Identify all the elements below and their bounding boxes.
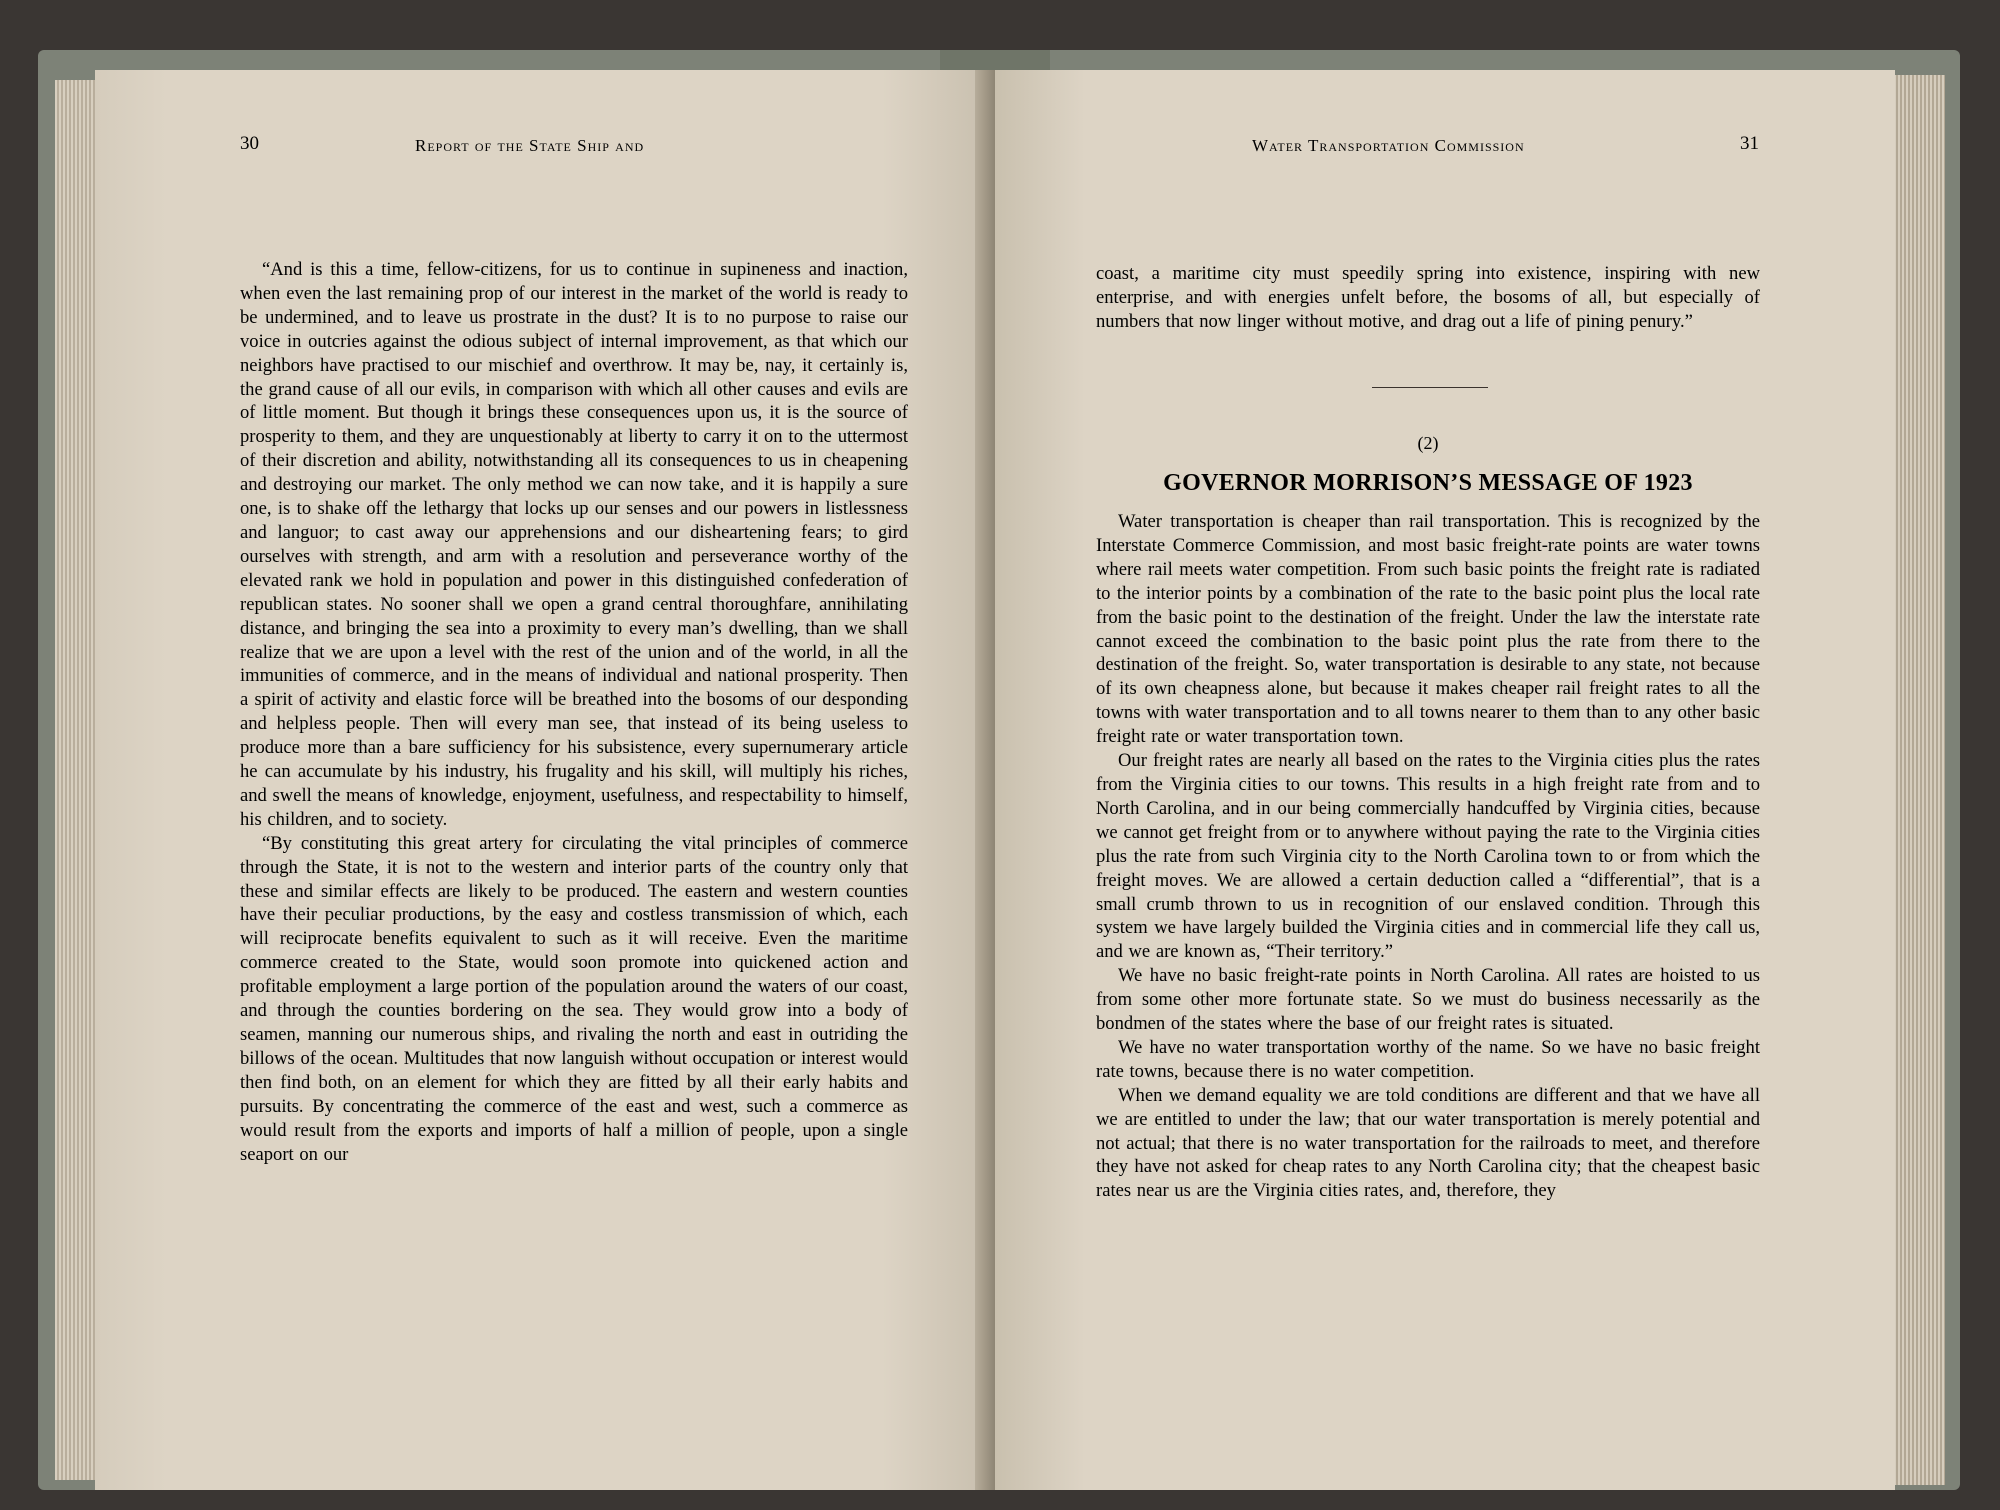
left-paragraph-1: “And is this a time, fellow-citizens, for us to continue in supineness and inaction, when even the last remaining prop of our interest in the market of the world is ready to be undermined, and to leave us prostrate in the dust? It is to no purpose to raise our voice in outcries against the odious subject of internal improvement, as that which our neighbors have practised to our mischief and overthrow. It may be, nay, it certainly is, the grand cause of all our evils, in comparison with which all other causes and evils are of little moment. But though it brings these consequences upon us, it is the source of prosperity to them, and they are unquestionably at liberty to carry it on to the uttermost of their discretion and ability, notwithstanding all its consequences to us in cheapening and destroying our market. The only method we can now take, and it is happily a sure one, is to shake off the lethargy that locks up our senses and our powers in listlessness and languor; to cast away our apprehensions and our disheartening fears; to gird ourselves with strength, and arm with a resolution and perseverance worthy of the elevated rank we hold in population and power in this distinguished confederation of republican states. No sooner shall we open a grand central thoroughfare, annihilating distance, and bringing the sea into a proximity to every man’s dwelling, than we shall realize that we are upon a level with the rest of the union and of the world, in all the immunities of commerce, and in the means of individual and national prosperity. Then a spirit of activity and elastic force will be breathed into the bosoms of our desponding and helpless people. Then will every man see, that instead of its being useless to produce more than a bare sufficiency for his subsistence, every supernumerary article he can accumulate by his industry, his frugality and his skill, will multiply his riches, and swell the means of knowledge, enjoyment, usefulness, and respectability to himself, his children, and to society.	[240, 259, 908, 830]
section-number: (2)	[1417, 433, 1439, 453]
right-paragraph-1: Water transportation is cheaper than rail transportation. This is recognized by the Interstate Commerce Commission, and most basic freight-rate points are water towns where rail meets water competition. From such basic points the freight rate is radiated to the interior points by a combination of the rate to the basic point plus the local rate from the basic point to the destination of the freight. Under the law the interstate rate cannot exceed the combination to the basic point plus the rate from there to the destination of the freight. So, water transportation is desirable to any state, not because of its own cheapness alone, but because it makes cheaper rail freight rates to all the towns with water transportation and to all towns nearer to them than to any other basic freight rate or water transportation town.	[1096, 511, 1760, 748]
right-page-body	[1096, 510, 1760, 1203]
left-page-body	[240, 258, 908, 1166]
right-paragraph-continued: coast, a maritime city must speedily spring into existence, inspiring with new enterprise, and with energies unfelt before, the bosoms of all, but especially of numbers that now linger without motive, and drag out a life of pining penury.”	[1096, 263, 1760, 332]
section-title: GOVERNOR MORRISON’S MESSAGE OF 1923	[1163, 470, 1693, 496]
right-paragraph-3: We have no basic freight-rate points in North Carolina. All rates are hoisted to us from some other more fortunate state. So we must do business necessarily as the bondmen of the states where the base of our freight rates is situated.	[1096, 965, 1760, 1035]
right-running-head: Water Transportation Commission	[1252, 136, 1525, 155]
left-page-number: 30	[240, 133, 259, 154]
page-edges-right	[1890, 75, 1945, 1485]
right-opening-paragraph	[1096, 262, 1760, 334]
section-divider	[1372, 387, 1488, 388]
right-page-number: 31	[1740, 133, 1759, 154]
right-paragraph-4: We have no water transportation worthy of the name. So we have no basic freight rate towns, because there is no water competition.	[1096, 1036, 1760, 1082]
right-paragraph-5: When we demand equality we are told conditions are different and that we have all we are entitled to under the law; that our water transportation is merely potential and not actual; that there is no water transportation for the railroads to meet, and therefore they have not asked for cheap rates to any North Carolina city; that the cheapest basic rates near us are the Virginia cities rates, and, therefore, they	[1096, 1084, 1760, 1202]
left-paragraph-2: “By constituting this great artery for circulating the vital principles of commerce through the State, it is not to the western and interior parts of the country only that these and similar effects are likely to be produced. The eastern and western counties have their peculiar productions, by the easy and costless transmission of which, each will reciprocate benefits equivalent to such as it will receive. Even the maritime commerce created to the State, would soon promote into quickened action and profitable employment a large portion of the population around the waters of our coast, and through the counties bordering on the sea. They would grow into a body of seamen, manning our numerous ships, and rivaling the north and east in outriding the billows of the ocean. Multitudes that now languish without occupation or interest would then find both, on an element for which they are fitted by all their early habits and pursuits. By concentrating the commerce of the east and west, such a commerce as would result from the exports and imports of half a million of people, upon a single seaport on our	[240, 832, 908, 1165]
left-running-head: Report of the State Ship and	[415, 136, 645, 155]
right-paragraph-2: Our freight rates are nearly all based on the rates to the Virginia cities plus the rates from the Virginia cities to our towns. This results in a high freight rate from and to North Carolina, and in our being commercially handcuffed by Virginia cities, because we cannot get freight from or to anywhere without paying the rate to the Virginia cities plus the rate from such Virginia city to the North Carolina town to or from which the freight moves. We are allowed a certain deduction called a “differential”, that is a small crumb thrown to us in recognition of our enslaved condition. Through this system we have largely builded the Virginia cities and in commercial life they call us, and we are known as, “Their territory.”	[1096, 750, 1760, 963]
